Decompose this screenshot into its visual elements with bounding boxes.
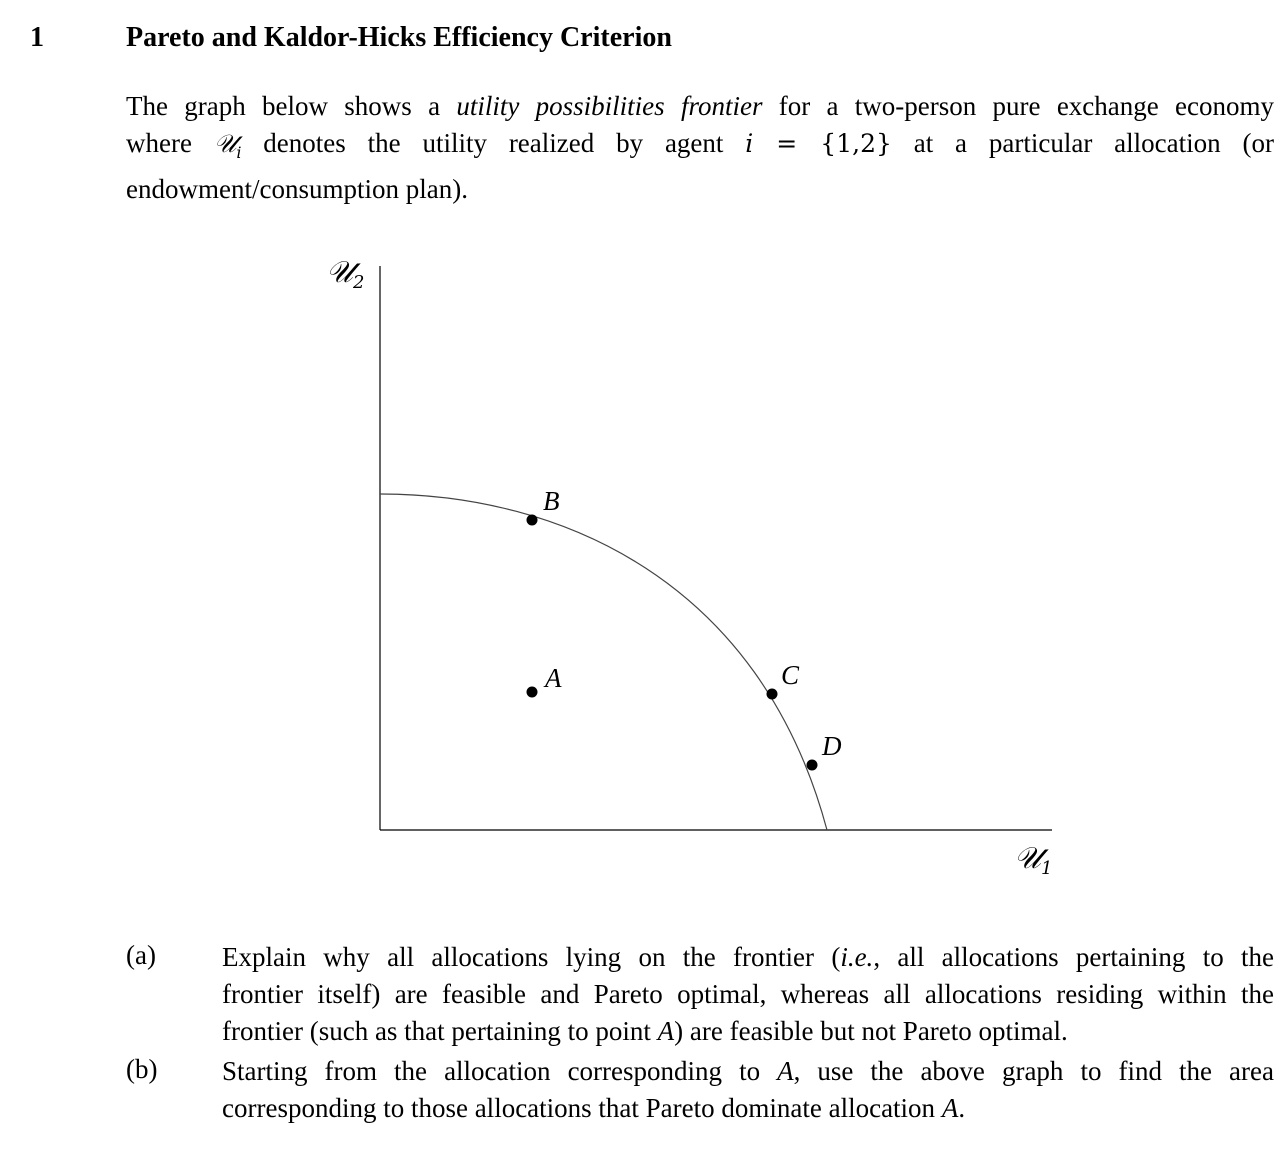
part-a-text: Explain why all allocations lying on the frontier (i.e., all allocations pertaining to the frontier itself) are feasible and Pareto optimal, whereas all allocations residing within the frontier (such as that pertaining to point A) are feasible but not Pareto optimal. [222, 942, 1274, 1046]
point-c-label: C [781, 660, 800, 690]
frontier-curve [380, 494, 827, 830]
point-a-label: A [545, 663, 562, 693]
point-b-label: B [543, 486, 560, 516]
point-a-dot [527, 687, 538, 698]
part-b-text: Starting from the allocation corresponding to A, use the above graph to find the area corresponding to those allocations that Pareto dominate allocation A. [222, 1056, 1274, 1123]
point-d-dot [807, 760, 818, 771]
point-d-label: D [822, 731, 842, 761]
agent-set: = {1,2} [753, 129, 892, 158]
intro-line-1: The graph below shows a utility possibilities frontier for a two-person pure exchange economy [126, 91, 1275, 121]
question-number: 1 [30, 22, 44, 53]
utility-symbol: 𝒰$_i$ [213, 129, 242, 162]
part-a-label: (a) [126, 940, 156, 970]
question-title: Pareto and Kaldor-Hicks Efficiency Criterion [126, 22, 672, 53]
intro-line-2: where 𝒰$_i$ denotes the utility realized by agent i = {1,2} at a particular allocation (or [126, 128, 1274, 162]
point-c-dot [767, 689, 778, 700]
agent-variable: i [745, 129, 754, 158]
point-b-dot [527, 515, 538, 526]
part-b-label: (b) [126, 1054, 158, 1084]
intro-line-3: endowment/consumption plan). [126, 174, 468, 204]
y-axis-label: 𝒰$_2$ [326, 255, 365, 293]
intro-emphasis: utility possibilities frontier [456, 91, 763, 121]
x-axis-label: 𝒰$_1$ [1014, 841, 1053, 879]
